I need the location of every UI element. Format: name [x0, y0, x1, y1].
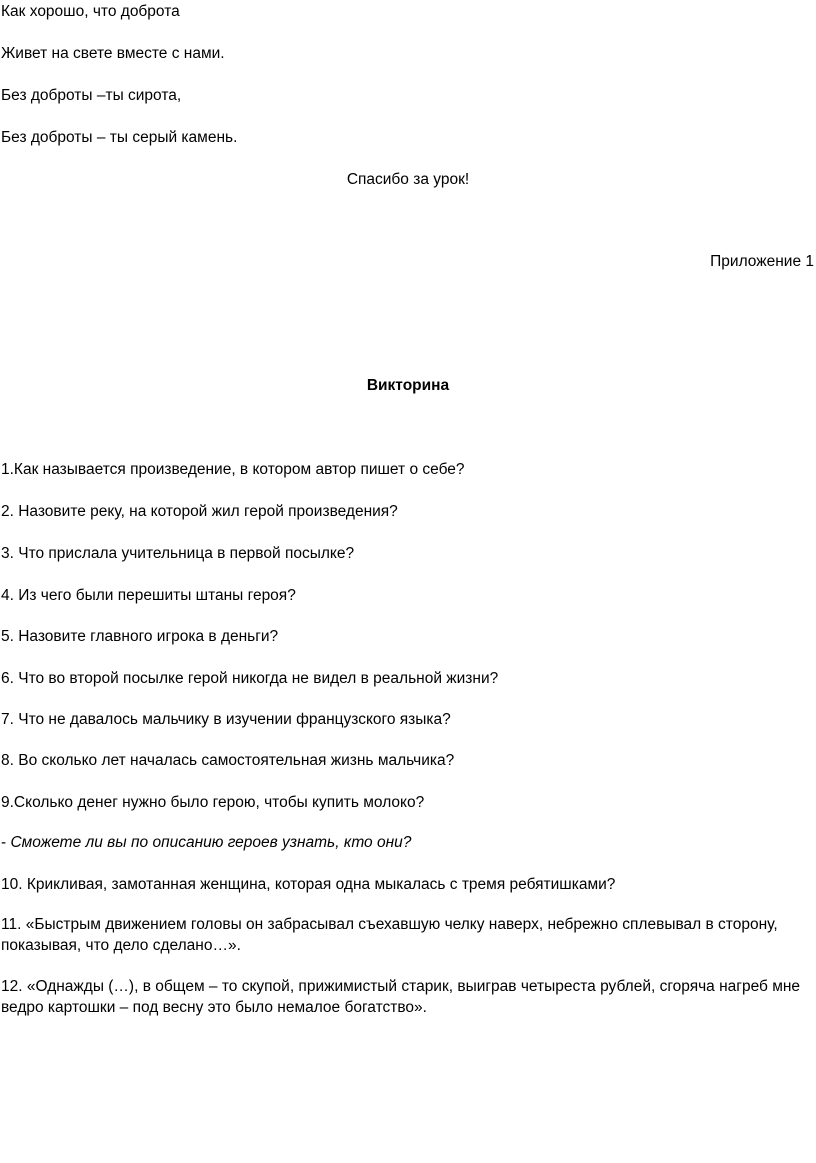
poem-line-3: Без доброты –ты сирота, — [1, 87, 182, 104]
quiz-question-10: 10. Крикливая, замотанная женщина, которая одна мыкалась с тремя ребятишками? — [1, 876, 616, 893]
thanks-text: Спасибо за урок! — [346, 171, 470, 188]
quiz-question-4: 4. Из чего были перешиты штаны героя? — [1, 587, 296, 604]
quiz-question-12: 12. «Однажды (…), в общем – то скупой, прижимистый старик, выиграв четыреста рублей, сгоряча нагреб мне ведро картошки – под весну это было немалое богатство». — [1, 978, 801, 1016]
quiz-prompt-dash: - — [1, 834, 11, 851]
quiz-title: Викторина — [366, 377, 450, 394]
quiz-question-11: 11. «Быстрым движением головы он забрасывал съехавшую челку наверх, небрежно сплевывал в сторону, показывая, что дело сделано…». — [1, 916, 778, 954]
quiz-question-8: 8. Во сколько лет началась самостоятельная жизнь мальчика? — [1, 752, 455, 769]
quiz-question-2: 2. Назовите реку, на которой жил герой произведения? — [1, 503, 398, 520]
quiz-question-9: 9.Сколько денег нужно было герою, чтобы купить молоко? — [1, 794, 425, 811]
quiz-question-1: 1.Как называется произведение, в котором автор пишет о себе? — [1, 461, 465, 478]
poem-line-1: Как хорошо, что доброта — [1, 3, 180, 20]
quiz-prompt-text: Сможете ли вы по описанию героев узнать, кто они? — [10, 834, 412, 851]
poem-line-2: Живет на свете вместе с нами. — [1, 45, 225, 62]
quiz-question-6: 6. Что во второй посылке герой никогда не видел в реальной жизни? — [1, 670, 499, 687]
quiz-question-3: 3. Что прислала учительница в первой посылке? — [1, 545, 355, 562]
poem-line-4: Без доброты – ты серый камень. — [1, 129, 238, 146]
quiz-question-5: 5. Назовите главного игрока в деньги? — [1, 628, 279, 645]
quiz-prompt — [1, 834, 411, 852]
appendix-label: Приложение 1 — [710, 253, 814, 270]
quiz-question-7: 7. Что не давалось мальчику в изучении французского языка? — [1, 711, 451, 728]
